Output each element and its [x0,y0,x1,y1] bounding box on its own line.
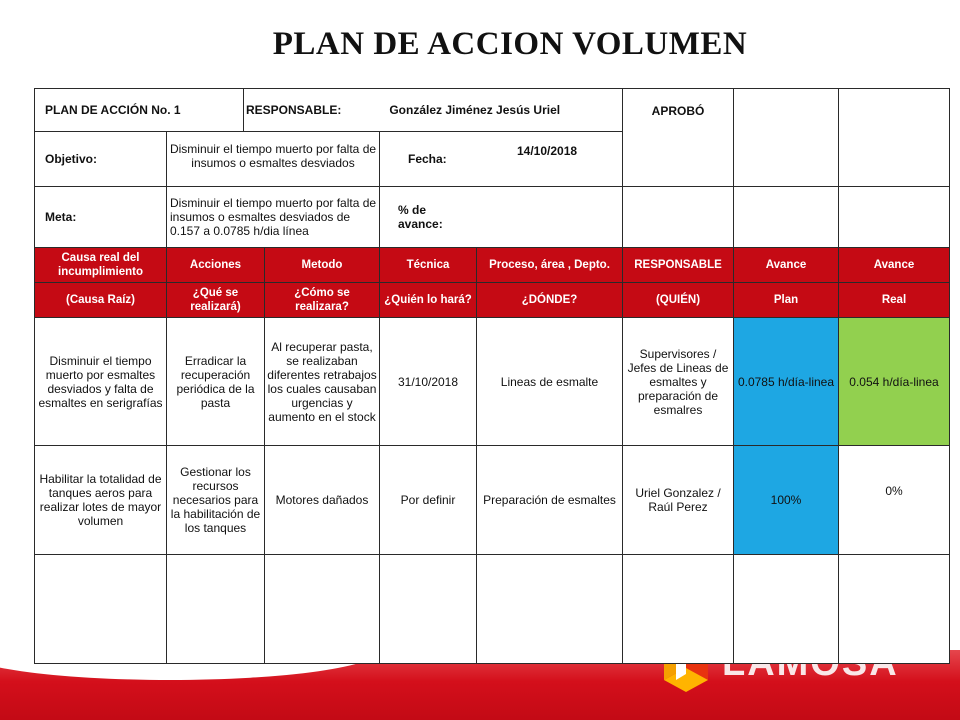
approval-blank-1 [733,88,839,187]
avance-blank-1 [622,186,734,248]
plan-number-cell [34,88,244,132]
row1-acciones-text: Erradicar la recuperación periódica de la pasta [176,353,255,410]
row3-responsable-empty [622,554,734,664]
meta-text-cell [166,186,380,248]
page-title: PLAN DE ACCION VOLUMEN [272,26,748,62]
row1-plan-text: 0.0785 h/día-linea [737,374,835,389]
col-subheader-real [838,282,950,318]
responsable-cell [243,88,623,132]
avance-label-cell [379,186,623,248]
col-header-proceso-label: Proceso, área , Depto. [489,259,610,271]
responsable-name: González Jiménez Jesús Uriel [389,103,561,117]
row2-proceso-text: Preparación de esmaltes [483,493,616,507]
col-subheader-proceso [476,282,623,318]
row1-responsable-text: Supervisores / Jefes de Lineas de esmaltes y preparación de esmalres [627,346,729,417]
avance-blank-2 [733,186,839,248]
row2-tecnica-text: Por definir [400,493,456,507]
col-header-avance-plan [733,247,839,283]
meta-label-cell [34,186,167,248]
plan-number-label: PLAN DE ACCIÓN No. 1 [45,103,181,117]
row1-acciones [166,317,265,446]
row2-causa [34,445,167,555]
col-header-acciones-label: Acciones [189,259,242,271]
row1-tecnica-text: 31/10/2018 [397,374,459,389]
responsable-label: RESPONSABLE: [246,103,342,117]
col-header-responsable [622,247,734,283]
col-subheader-plan [733,282,839,318]
objetivo-text-cell [166,131,380,187]
row2-plan [733,445,839,555]
col-subheader-responsable-label: (QUIÉN) [655,294,701,306]
col-subheader-plan-label: Plan [773,294,799,306]
row3-plan-empty [733,554,839,664]
objetivo-label: Objetivo: [45,152,98,166]
aprobo-cell [622,88,734,187]
col-subheader-tecnica-label: ¿Quién lo hará? [384,294,472,306]
row2-metodo-text: Motores dañados [275,493,369,507]
col-header-tecnica [379,247,477,283]
row3-proceso-empty [476,554,623,664]
row1-causa [34,317,167,446]
col-header-acciones [166,247,265,283]
row3-tecnica-empty [379,554,477,664]
row2-metodo [264,445,380,555]
row3-metodo-empty [264,554,380,664]
row2-responsable [622,445,734,555]
col-subheader-tecnica [379,282,477,318]
avance-blank-3 [838,186,950,248]
row3-real-empty [838,554,950,664]
col-header-avance-plan-label: Avance [765,259,807,271]
row1-responsable [622,317,734,446]
row2-acciones-text: Gestionar los recursos necesarios para la habilitación de los tanques [170,465,261,535]
row2-responsable-text: Uriel Gonzalez / Raúl Perez [635,486,721,514]
objetivo-label-cell [34,131,167,187]
row1-tecnica [379,317,477,446]
row1-metodo-text: Al recuperar pasta, se realizaban diferentes retrabajos los cuales causaban urgencias y aumento en el stock [267,339,377,424]
col-subheader-proceso-label: ¿DÓNDE? [521,294,578,306]
col-header-metodo-label: Metodo [301,259,343,271]
meta-text: Disminuir el tiempo muerto por falta de insumos o esmaltes desviados de 0.157 a 0.0785 h/dia línea [170,196,377,238]
row1-plan [733,317,839,446]
col-subheader-responsable [622,282,734,318]
row2-tecnica [379,445,477,555]
row3-acciones-empty [166,554,265,664]
row1-metodo [264,317,380,446]
row2-plan-text: 100% [770,493,802,507]
row1-real [838,317,950,446]
fecha-cell [379,131,623,187]
meta-label: Meta: [45,210,77,224]
col-subheader-metodo-label: ¿Cómo se realizara? [294,287,350,313]
col-header-causa [34,247,167,283]
row2-causa-text: Habilitar la totalidad de tanques aeros para realizar lotes de mayor volumen [39,472,162,528]
col-subheader-acciones-label: ¿Qué se realizará) [190,287,241,313]
row1-proceso-text: Lineas de esmalte [500,374,599,389]
objetivo-text: Disminuir el tiempo muerto por falta de insumos o esmaltes desviados [169,142,377,170]
aprobo-label: APROBÓ [651,104,705,118]
fecha-value: 14/10/2018 [517,144,578,158]
col-header-proceso [476,247,623,283]
col-subheader-acciones [166,282,265,318]
col-header-responsable-label: RESPONSABLE [634,259,722,271]
col-subheader-causa-label: (Causa Raíz) [65,294,136,306]
row2-real [838,445,950,555]
row1-proceso [476,317,623,446]
approval-blank-2 [838,88,950,187]
row2-real-text: 0% [885,484,903,498]
avance-label: % de avance: [398,203,443,231]
row1-real-text: 0.054 h/día-linea [849,374,939,389]
col-subheader-causa [34,282,167,318]
col-header-causa-label: Causa real del incumplimiento [58,252,143,278]
row2-acciones [166,445,265,555]
col-subheader-real-label: Real [881,294,907,306]
col-header-avance-real [838,247,950,283]
col-subheader-metodo [264,282,380,318]
col-header-metodo [264,247,380,283]
row1-causa-text: Disminuir el tiempo muerto por esmaltes desviados y falta de esmaltes en serigrafías [38,353,163,410]
fecha-label: Fecha: [408,152,447,166]
col-header-tecnica-label: Técnica [406,259,450,271]
row3-causa-empty [34,554,167,664]
col-header-avance-real-label: Avance [873,259,915,271]
row2-proceso [476,445,623,555]
